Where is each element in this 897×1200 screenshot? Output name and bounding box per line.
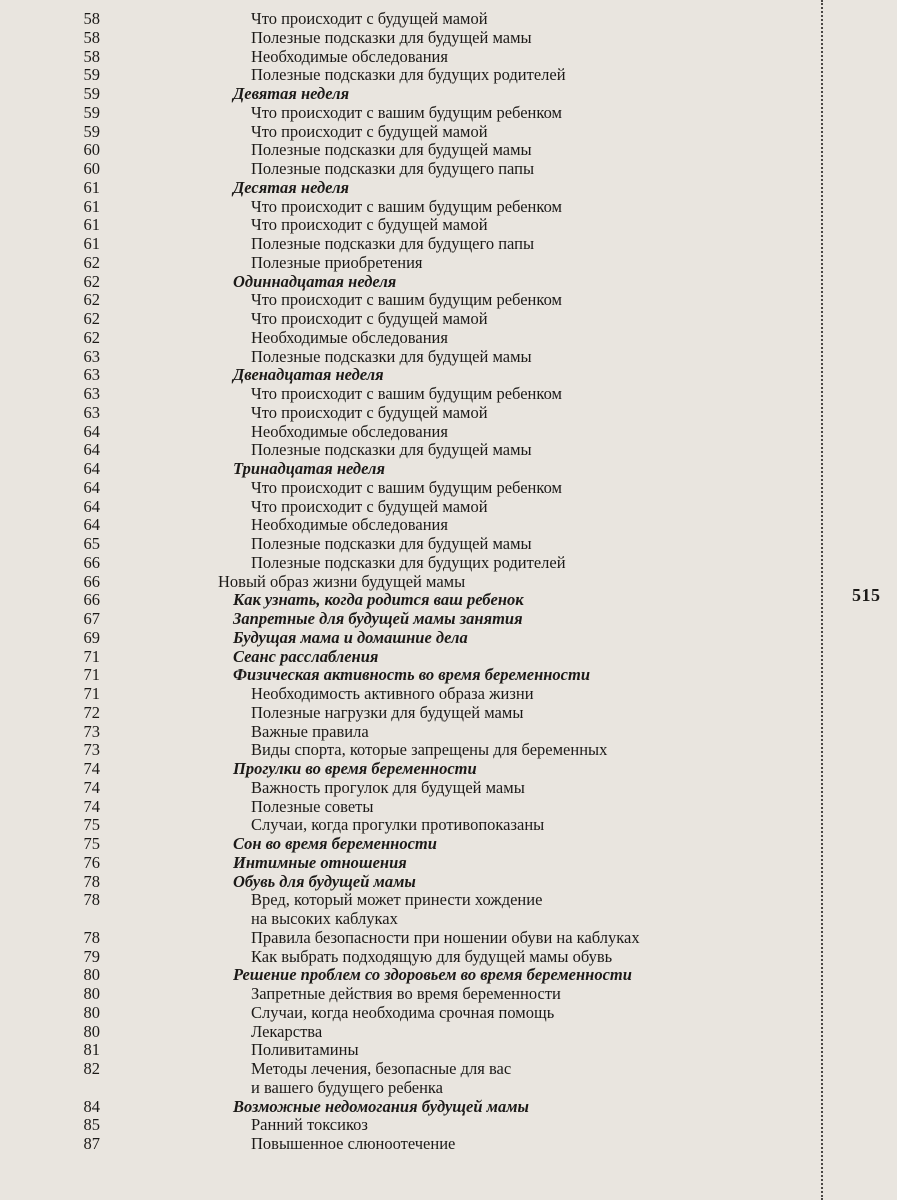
toc-page-number: 76 (83, 852, 100, 872)
toc-page-number: 81 (83, 1040, 100, 1060)
toc-entry-title: Полезные подсказки для будущего папы (251, 159, 535, 178)
toc-page-number: 78 (83, 927, 100, 947)
toc-entry-title: Полезные советы (251, 796, 374, 816)
toc-entry-title: Вред, который может принести хождение (251, 890, 543, 910)
toc-entry-title: Виды спорта, которые запрещены для беременных (251, 740, 608, 760)
toc-entry-title: Десятая неделя (233, 177, 350, 197)
toc-entry (0, 66, 800, 85)
toc-page-number: 73 (83, 721, 100, 741)
toc-entry-title: Полезные подсказки для будущей мамы (251, 140, 532, 160)
toc-entry (0, 779, 800, 798)
toc-entry (0, 104, 800, 123)
toc-entry-title: Полезные подсказки для будущих родителей (251, 65, 566, 85)
toc-page-number: 64 (83, 477, 100, 497)
toc-entry (0, 291, 800, 310)
toc-entry (0, 348, 800, 367)
table-of-contents (0, 10, 800, 1154)
toc-entry (0, 423, 800, 442)
toc-page-number: 58 (83, 9, 100, 28)
toc-entry (0, 554, 800, 573)
toc-entry-title: Необходимые обследования (251, 421, 448, 441)
toc-entry-title: Полезные подсказки для будущей мамы (251, 440, 532, 460)
toc-entry-title: Что происходит с будущей мамой (251, 309, 488, 328)
toc-entry-title: Что происходит с будущей мамой (251, 402, 488, 422)
toc-page-number: 78 (83, 871, 100, 891)
toc-page-number: 74 (83, 777, 100, 797)
toc-entry (0, 535, 800, 554)
toc-page-number: 74 (83, 796, 100, 816)
toc-page-number: 74 (83, 759, 100, 778)
toc-page-number: 63 (83, 365, 100, 385)
toc-section-entry (0, 760, 800, 779)
toc-entry (0, 198, 800, 217)
toc-entry-title: Полезные подсказки для будущей мамы (251, 346, 532, 366)
toc-entry-title: Полезные подсказки для будущей мамы (251, 534, 532, 553)
toc-entry-title: Необходимые обследования (251, 46, 448, 66)
toc-page-number: 58 (83, 46, 100, 66)
toc-entry (0, 685, 800, 704)
toc-page-number: 59 (83, 121, 100, 141)
toc-page-number: 80 (83, 1021, 100, 1041)
toc-entry (0, 1116, 800, 1135)
toc-entry-title: Новый образ жизни будущей мамы (218, 571, 466, 591)
toc-entry (0, 910, 800, 929)
toc-entry (0, 254, 800, 273)
toc-entry-title: Важность прогулок для будущей мамы (251, 777, 525, 797)
toc-entry-title: и вашего будущего ребенка (251, 1077, 443, 1097)
toc-section-entry (0, 629, 800, 648)
toc-entry (0, 10, 800, 29)
toc-page-number: 87 (83, 1134, 100, 1153)
toc-entry (0, 798, 800, 817)
toc-entry-title: Что происходит с будущей мамой (251, 121, 488, 141)
toc-entry-title: Интимные отношения (233, 852, 407, 872)
toc-entry-title: Лекарства (251, 1021, 323, 1041)
toc-page-number: 69 (83, 627, 100, 647)
toc-page-number: 59 (83, 65, 100, 85)
toc-entry-title: Запретные действия во время беременности (251, 984, 561, 1003)
toc-entry-title: Повышенное слюноотечение (251, 1134, 456, 1153)
toc-entry-title: Полезные подсказки для будущей мамы (251, 27, 532, 47)
toc-entry (0, 723, 800, 742)
toc-page-number: 73 (83, 740, 100, 760)
toc-page-number: 82 (83, 1059, 100, 1078)
toc-entry (0, 329, 800, 348)
toc-page-number: 78 (83, 890, 100, 910)
toc-section-entry (0, 460, 800, 479)
toc-entry-title: Что происходит с будущей мамой (251, 496, 488, 516)
toc-entry (0, 479, 800, 498)
toc-page-number: 60 (83, 140, 100, 160)
toc-entry-title: Тринадцатая неделя (233, 459, 385, 478)
toc-section-entry (0, 854, 800, 873)
toc-entry-title: Поливитамины (251, 1040, 359, 1060)
toc-entry (0, 310, 800, 329)
toc-page-number: 66 (83, 552, 100, 572)
toc-page-number: 64 (83, 440, 100, 460)
toc-entry (0, 516, 800, 535)
toc-entry (0, 216, 800, 235)
toc-entry-title: Что происходит с вашим будущим ребенком (251, 477, 562, 497)
toc-entry (0, 1079, 800, 1098)
toc-entry-title: Как выбрать подходящую для будущей мамы обувь (251, 946, 613, 966)
dotted-margin-rule (821, 0, 823, 1200)
toc-page-number: 59 (83, 84, 100, 103)
toc-page-number: 62 (83, 309, 100, 328)
toc-entry-title: Возможные недомогания будущей мамы (233, 1096, 529, 1116)
toc-section-entry (0, 666, 800, 685)
toc-entry (0, 891, 800, 910)
toc-entry (0, 1041, 800, 1060)
toc-entry (0, 141, 800, 160)
toc-page-number: 63 (83, 402, 100, 422)
toc-chapter-entry (0, 573, 800, 592)
toc-page-number: 80 (83, 1002, 100, 1022)
toc-entry-title: Что происходит с вашим будущим ребенком (251, 196, 562, 216)
toc-page-number: 65 (83, 534, 100, 553)
toc-entry-title: Полезные подсказки для будущих родителей (251, 552, 566, 572)
toc-entry (0, 1004, 800, 1023)
toc-entry-title: Случаи, когда прогулки противопоказаны (251, 815, 545, 835)
toc-page-number: 66 (83, 590, 100, 610)
toc-entry (0, 441, 800, 460)
toc-page-number: 62 (83, 252, 100, 272)
toc-entry-title: Что происходит с будущей мамой (251, 215, 488, 235)
toc-entry-title: Как узнать, когда родится ваш ребенок (233, 590, 524, 610)
toc-entry-title: Обувь для будущей мамы (233, 871, 416, 891)
toc-entry-title: Запретные для будущей мамы занятия (233, 609, 523, 628)
toc-entry (0, 741, 800, 760)
toc-section-entry (0, 1098, 800, 1117)
toc-page-number: 85 (83, 1115, 100, 1135)
toc-entry-title: Прогулки во время беременности (233, 759, 477, 778)
toc-entry (0, 704, 800, 723)
toc-entry (0, 404, 800, 423)
toc-entry (0, 235, 800, 254)
toc-entry-title: Девятая неделя (233, 84, 350, 103)
toc-entry-title: Решение проблем со здоровьем во время беременности (233, 965, 632, 985)
toc-entry-title: на высоких каблуках (251, 909, 398, 928)
toc-page-number: 62 (83, 271, 100, 291)
toc-entry (0, 1135, 800, 1154)
toc-page-number: 72 (83, 702, 100, 722)
toc-entry (0, 123, 800, 142)
toc-page-number: 79 (83, 946, 100, 966)
toc-entry-title: Необходимость активного образа жизни (251, 684, 534, 703)
toc-page-number: 80 (83, 965, 100, 985)
toc-entry-title: Случаи, когда необходима срочная помощь (251, 1002, 555, 1022)
toc-page-number: 75 (83, 815, 100, 835)
toc-entry (0, 1060, 800, 1079)
toc-page-number: 64 (83, 496, 100, 516)
toc-section-entry (0, 835, 800, 854)
toc-section-entry (0, 648, 800, 667)
toc-entry (0, 29, 800, 48)
toc-section-entry (0, 966, 800, 985)
toc-entry-title: Полезные приобретения (251, 252, 423, 272)
toc-page-number: 59 (83, 102, 100, 122)
toc-entry-title: Что происходит с вашим будущим ребенком (251, 384, 562, 403)
toc-page-number: 60 (83, 159, 100, 178)
toc-page-number: 58 (83, 27, 100, 47)
toc-section-entry (0, 873, 800, 892)
page-number: 515 (852, 585, 881, 605)
toc-entry (0, 1023, 800, 1042)
toc-page-number: 84 (83, 1096, 100, 1116)
toc-entry-title: Методы лечения, безопасные для вас (251, 1059, 512, 1078)
toc-entry (0, 985, 800, 1004)
toc-page-number: 80 (83, 984, 100, 1003)
toc-entry (0, 385, 800, 404)
toc-entry (0, 48, 800, 67)
toc-section-entry (0, 85, 800, 104)
toc-entry-title: Физическая активность во время беременности (233, 665, 590, 685)
toc-section-entry (0, 179, 800, 198)
toc-entry-title: Полезные нагрузки для будущей мамы (251, 702, 524, 722)
toc-page-number: 61 (83, 215, 100, 235)
toc-entry-title: Ранний токсикоз (251, 1115, 368, 1135)
toc-page-number: 61 (83, 234, 100, 253)
toc-entry-title: Сеанс расслабления (233, 646, 379, 666)
toc-entry-title: Необходимые обследования (251, 327, 448, 347)
toc-entry-title: Сон во время беременности (233, 834, 437, 853)
toc-page-number: 71 (83, 684, 100, 703)
toc-page-number: 66 (83, 571, 100, 591)
toc-section-entry (0, 273, 800, 292)
toc-page-number: 62 (83, 327, 100, 347)
toc-entry-title: Одиннадцатая неделя (233, 271, 397, 291)
toc-entry-title: Правила безопасности при ношении обуви на каблуках (251, 927, 640, 947)
toc-page-number: 63 (83, 384, 100, 403)
toc-entry (0, 498, 800, 517)
toc-entry-title: Полезные подсказки для будущего папы (251, 234, 535, 253)
toc-section-entry (0, 591, 800, 610)
toc-page-number: 62 (83, 290, 100, 310)
toc-section-entry (0, 366, 800, 385)
toc-page-number: 64 (83, 459, 100, 478)
toc-entry (0, 948, 800, 967)
toc-entry (0, 929, 800, 948)
toc-entry-title: Что происходит с вашим будущим ребенком (251, 102, 562, 122)
toc-page-number: 67 (83, 609, 100, 628)
toc-entry-title: Двенадцатая неделя (233, 365, 384, 385)
toc-entry (0, 160, 800, 179)
toc-entry-title: Важные правила (251, 721, 369, 741)
toc-entry (0, 816, 800, 835)
toc-page-number: 64 (83, 515, 100, 535)
toc-page-number: 75 (83, 834, 100, 853)
toc-page-number: 71 (83, 646, 100, 666)
toc-page-number: 61 (83, 177, 100, 197)
toc-page-number: 64 (83, 421, 100, 441)
toc-entry-title: Будущая мама и домашние дела (233, 627, 468, 647)
toc-page-number: 71 (83, 665, 100, 685)
toc-page-number: 61 (83, 196, 100, 216)
toc-entry-title: Необходимые обследования (251, 515, 448, 535)
toc-page-number: 63 (83, 346, 100, 366)
toc-entry-title: Что происходит с будущей мамой (251, 9, 488, 28)
toc-entry-title: Что происходит с вашим будущим ребенком (251, 290, 562, 310)
toc-section-entry (0, 610, 800, 629)
